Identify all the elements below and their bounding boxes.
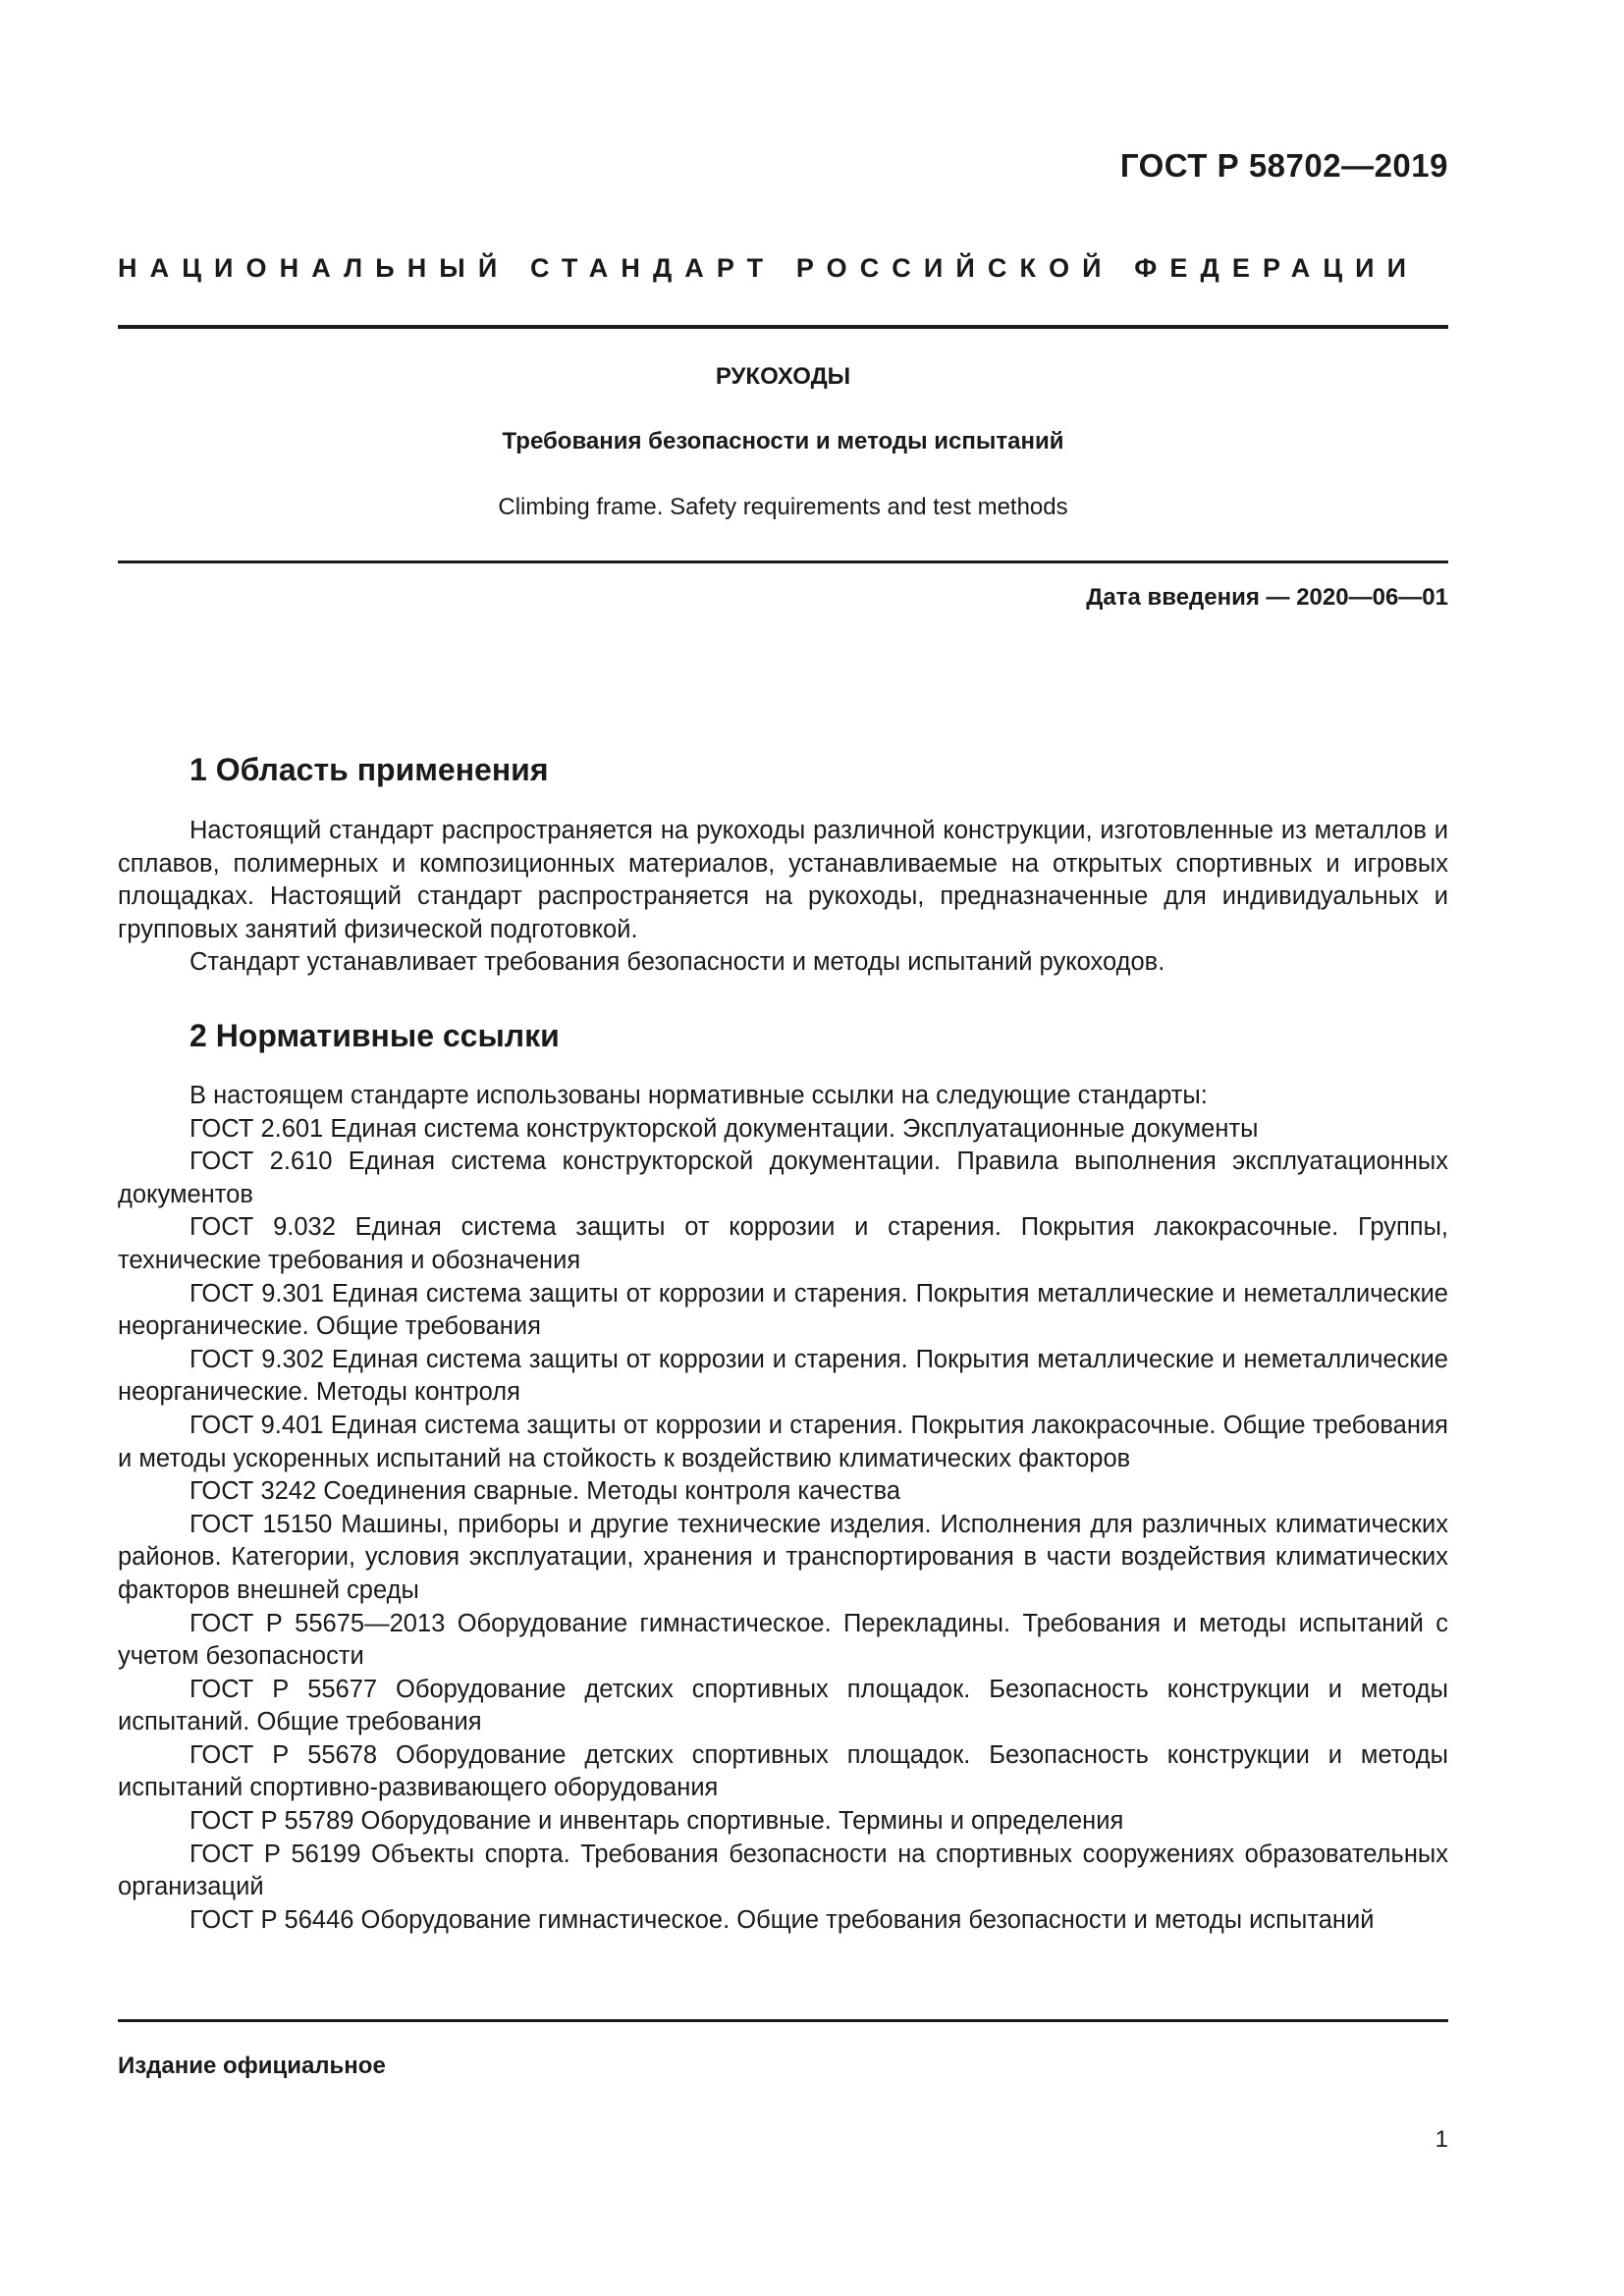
reference-item: ГОСТ Р 56199 Объекты спорта. Требования безопасности на спортивных сооружениях образовательных организаций bbox=[118, 1840, 1448, 1901]
reference-item: ГОСТ Р 55675—2013 Оборудование гимнастическое. Перекладины. Требования и методы испытаний с учетом безопасности bbox=[118, 1609, 1448, 1671]
reference-item: ГОСТ 3242 Соединения сварные. Методы контроля качества bbox=[189, 1477, 901, 1506]
reference-item: ГОСТ 2.610 Единая система конструкторской документации. Правила выполнения эксплуатационных документов bbox=[118, 1148, 1448, 1208]
top-rule bbox=[118, 325, 1448, 329]
section-body-references bbox=[118, 1080, 1448, 1937]
reference-item: ГОСТ Р 55677 Оборудование детских спортивных площадок. Безопасность конструкции и методы испытаний. Общие требования bbox=[118, 1675, 1448, 1736]
reference-item: ГОСТ 9.302 Единая система защиты от коррозии и старения. Покрытия металлические и неметаллические неорганические. Методы контроля bbox=[118, 1345, 1448, 1407]
section-heading-references: 2 Нормативные ссылки bbox=[189, 1018, 560, 1053]
document-english-title: Climbing frame. Safety requirements and test methods bbox=[498, 494, 1068, 520]
section-body-scope bbox=[118, 815, 1448, 980]
page-number: 1 bbox=[1435, 2126, 1448, 2153]
reference-item: ГОСТ 9.301 Единая система защиты от коррозии и старения. Покрытия металлические и неметаллические неорганические. Общие требования bbox=[118, 1279, 1448, 1341]
document-subtitle: Требования безопасности и методы испытаний bbox=[502, 428, 1064, 454]
national-standard-banner: НАЦИОНАЛЬНЫЙ СТАНДАРТ РОССИЙСКОЙ ФЕДЕРАЦИИ bbox=[118, 253, 1420, 283]
references-intro: В настоящем стандарте использованы нормативные ссылки на следующие стандарты: bbox=[189, 1082, 1208, 1109]
reference-item: ГОСТ 9.032 Единая система защиты от коррозии и старения. Покрытия лакокрасочные. Группы, технические требования и обозначения bbox=[118, 1213, 1448, 1274]
effective-date: Дата введения — 2020—06—01 bbox=[1086, 584, 1448, 611]
reference-item: ГОСТ Р 56446 Оборудование гимнастическое. Общие требования безопасности и методы испытаний bbox=[189, 1905, 1375, 1934]
reference-item: ГОСТ Р 55678 Оборудование детских спортивных площадок. Безопасность конструкции и методы испытаний спортивно-развивающего оборудования bbox=[118, 1740, 1448, 1802]
reference-item: ГОСТ 15150 Машины, приборы и другие технические изделия. Исполнения для различных климатических районов. Категории, условия эксплуатации, хранения и транспортирования в части воздействия климатических факторов внешней среды bbox=[118, 1510, 1448, 1604]
scope-paragraph: Настоящий стандарт распространяется на рукоходы различной конструкции, изготовленные из металлов и сплавов, полимерных и композиционных материалов, устанавливаемые на открытых спортивных и игровых площадках. Настоящий стандарт распространяется на рукоходы, предназначенные для индивидуальных и групповых занятий физической подготовкой. bbox=[118, 817, 1448, 943]
reference-item: ГОСТ 2.601 Единая система конструкторской документации. Эксплуатационные документы bbox=[189, 1114, 1259, 1143]
gost-number: ГОСТ Р 58702—2019 bbox=[1119, 147, 1448, 184]
scope-paragraph: Стандарт устанавливает требования безопасности и методы испытаний рукоходов. bbox=[189, 948, 1165, 977]
section-heading-scope: 1 Область применения bbox=[189, 752, 549, 787]
official-edition-label: Издание официальное bbox=[118, 2053, 386, 2079]
footer-rule bbox=[118, 2019, 1448, 2022]
document-title: РУКОХОДЫ bbox=[715, 363, 851, 390]
title-rule bbox=[118, 561, 1448, 563]
reference-item: ГОСТ Р 55789 Оборудование и инвентарь спортивные. Термины и определения bbox=[189, 1807, 1124, 1836]
reference-item: ГОСТ 9.401 Единая система защиты от коррозии и старения. Покрытия лакокрасочные. Общие требования и методы ускоренных испытаний на стойкость к воздействию климатических факторов bbox=[118, 1411, 1448, 1472]
